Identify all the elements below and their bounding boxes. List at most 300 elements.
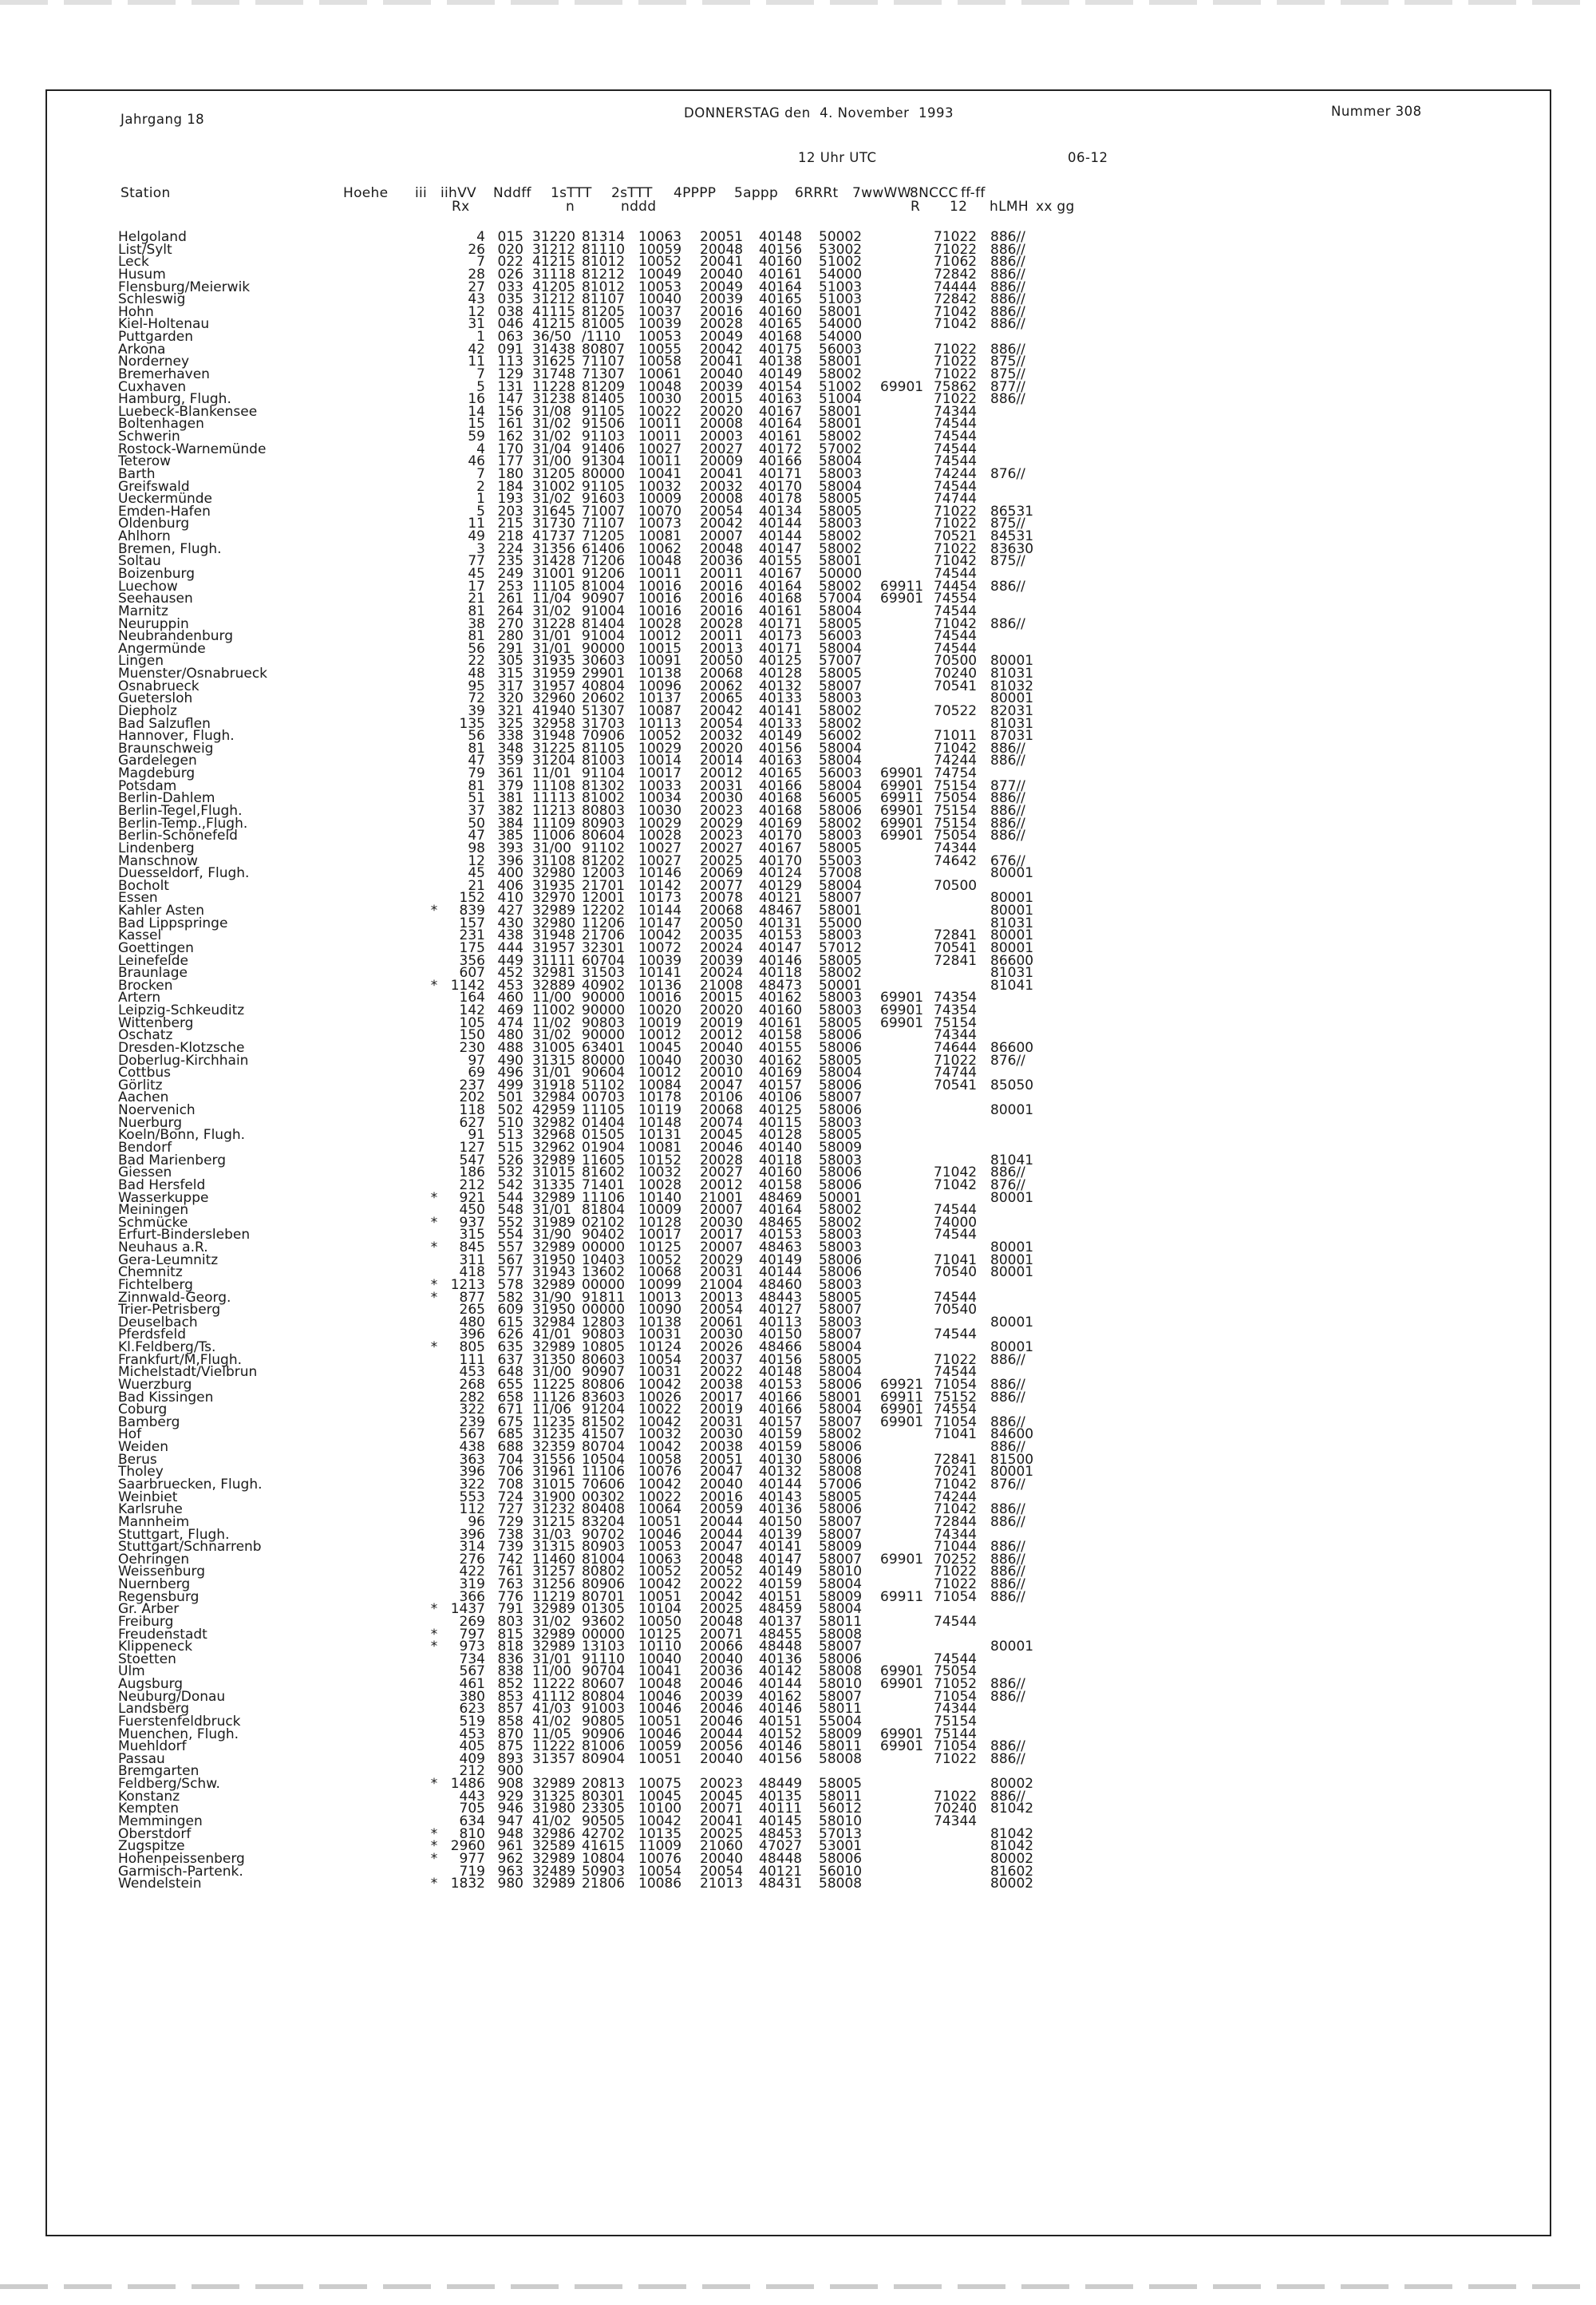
iihvv: 31315 — [532, 1052, 576, 1069]
4pppp: 40128 — [759, 1127, 803, 1144]
5appp: 53001 — [819, 1838, 863, 1855]
7wwww: 71054 — [934, 1376, 978, 1393]
5appp: 57002 — [819, 441, 863, 457]
4pppp: 40161 — [759, 266, 803, 283]
4pppp: 40142 — [759, 1663, 803, 1680]
6rrrt: 69901 — [880, 1676, 924, 1693]
5appp: 58006 — [819, 1651, 863, 1667]
nddff: 51307 — [582, 702, 626, 719]
nddff: 01404 — [582, 1114, 626, 1131]
iihvv: 41215 — [532, 254, 576, 271]
hoehe: 567 — [459, 1426, 485, 1443]
5appp: 58005 — [819, 1776, 863, 1793]
iihvv: 31957 — [532, 678, 576, 694]
nddff: 29901 — [582, 666, 626, 682]
7wwww: 74454 — [934, 578, 978, 595]
iii: 582 — [497, 1289, 523, 1306]
iii: 658 — [497, 1389, 523, 1406]
4pppp: 40159 — [759, 1439, 803, 1456]
1sttt: 10042 — [638, 1376, 682, 1393]
4pppp: 48455 — [759, 1626, 803, 1643]
5appp: 58008 — [819, 1750, 863, 1767]
hoehe: 567 — [459, 1663, 485, 1680]
iihvv: 31/00 — [532, 453, 571, 470]
station-name: List/Sylt — [118, 241, 172, 258]
hoehe: 43 — [468, 291, 485, 308]
2sttt: 20031 — [700, 1413, 744, 1430]
station-name: Bad Salzuflen — [118, 715, 211, 732]
station-name: Berlin-Tegel,Flugh. — [118, 802, 243, 819]
2sttt: 20011 — [700, 566, 744, 582]
nddff: 91105 — [582, 403, 626, 420]
2sttt: 20052 — [700, 1564, 744, 1580]
table-row — [118, 1214, 1148, 1231]
table-row — [118, 578, 1148, 595]
iii: 156 — [497, 403, 523, 420]
station-name: Meiningen — [118, 1202, 189, 1219]
nddff: 71401 — [582, 1176, 626, 1193]
iihvv: 31256 — [532, 1576, 576, 1593]
station-name: Husum — [118, 266, 166, 283]
6rrrt: 69901 — [880, 1402, 924, 1418]
iihvv: 32989 — [532, 1639, 576, 1655]
date-heading: DONNERSTAG den 4. November 1993 — [684, 105, 954, 121]
4pppp: 40161 — [759, 1014, 803, 1031]
nddff: 93602 — [582, 1613, 626, 1630]
nddff: 51102 — [582, 1077, 626, 1093]
1sttt: 10028 — [638, 615, 682, 632]
nddff: 71205 — [582, 528, 626, 545]
5appp: 58004 — [819, 877, 863, 894]
7wwww: 71054 — [934, 1688, 978, 1705]
station-name: Giessen — [118, 1164, 172, 1181]
8nccc: 886// — [990, 1564, 1025, 1580]
iii: 490 — [497, 1052, 523, 1069]
iii: 449 — [497, 952, 523, 969]
iihvv: 11/00 — [532, 990, 571, 1006]
column-heading-sub: Rx — [452, 199, 470, 215]
iii: 836 — [497, 1651, 523, 1667]
2sttt: 20016 — [700, 578, 744, 595]
2sttt: 20074 — [700, 1114, 744, 1131]
hoehe: 877 — [459, 1289, 485, 1306]
iii: 648 — [497, 1364, 523, 1381]
station-name: Görlitz — [118, 1077, 163, 1093]
iihvv: 31/90 — [532, 1227, 571, 1243]
hoehe: 72 — [468, 690, 485, 707]
iihvv: 31959 — [532, 666, 576, 682]
8nccc: 886// — [990, 1676, 1025, 1693]
iii: 147 — [497, 391, 523, 408]
2sttt: 20071 — [700, 1626, 744, 1643]
hoehe: 282 — [459, 1389, 485, 1406]
nddff: 80904 — [582, 1750, 626, 1767]
station-name: Wuerzburg — [118, 1376, 192, 1393]
iihvv: 32989 — [532, 1276, 576, 1293]
hoehe: 396 — [459, 1526, 485, 1543]
iihvv: 11126 — [532, 1389, 576, 1406]
nddff: 91102 — [582, 840, 626, 856]
table-row — [118, 977, 1148, 994]
hoehe: 46 — [468, 453, 485, 470]
nddff: 81202 — [582, 852, 626, 869]
station-name: Bad Marienberg — [118, 1152, 227, 1168]
2sttt: 20048 — [700, 1613, 744, 1630]
7wwww: 72841 — [934, 952, 978, 969]
table-row — [118, 1878, 1148, 1891]
station-name: Guetersloh — [118, 690, 193, 707]
hoehe: 56 — [468, 640, 485, 657]
station-name: Kassel — [118, 927, 162, 944]
2sttt: 20049 — [700, 279, 744, 295]
station-name: Rostock-Warnemünde — [118, 441, 267, 457]
5appp: 58004 — [819, 1364, 863, 1381]
nddff: 40902 — [582, 977, 626, 994]
1sttt: 10052 — [638, 254, 682, 271]
station-name: Bad Kissingen — [118, 1389, 214, 1406]
2sttt: 20046 — [700, 1139, 744, 1156]
station-name: Berlin-Dahlem — [118, 790, 215, 807]
4pppp: 40140 — [759, 1139, 803, 1156]
station-name: Diepholz — [118, 702, 177, 719]
hoehe: 186 — [459, 1164, 485, 1181]
7wwww: 71054 — [934, 1413, 978, 1430]
1sttt: 10032 — [638, 1426, 682, 1443]
iihvv: 31950 — [532, 1251, 576, 1268]
iihvv: 41112 — [532, 1688, 576, 1705]
nddff: 11605 — [582, 1152, 626, 1168]
6rrrt: 69911 — [880, 578, 924, 595]
1sttt: 10064 — [638, 1501, 682, 1518]
station-name: Freudenstadt — [118, 1626, 207, 1643]
4pppp: 40133 — [759, 690, 803, 707]
8nccc: 886// — [990, 615, 1025, 632]
1sttt: 10020 — [638, 1002, 682, 1019]
iii: 305 — [497, 653, 523, 670]
hoehe: 810 — [459, 1825, 485, 1842]
5appp: 58007 — [819, 1639, 863, 1655]
6rrrt: 69901 — [880, 1413, 924, 1430]
4pppp: 40153 — [759, 927, 803, 944]
iii: 609 — [497, 1302, 523, 1319]
4pppp: 40159 — [759, 1576, 803, 1593]
iii: 893 — [497, 1750, 523, 1767]
1sttt: 10015 — [638, 640, 682, 657]
5appp: 58007 — [819, 890, 863, 907]
station-name: Flensburg/Meierwik — [118, 279, 251, 295]
1sttt: 10034 — [638, 790, 682, 807]
2sttt: 20061 — [700, 1314, 744, 1330]
hoehe: 623 — [459, 1701, 485, 1718]
column-heading-sub: R — [911, 199, 921, 215]
station-name: Kahler Asten — [118, 903, 205, 919]
5appp: 58003 — [819, 1314, 863, 1330]
5appp: 58005 — [819, 1489, 863, 1505]
nddff: 81004 — [582, 1551, 626, 1568]
table-row — [118, 441, 1148, 457]
5appp: 58006 — [819, 1451, 863, 1468]
5appp: 58004 — [819, 603, 863, 619]
nddff: 50903 — [582, 1863, 626, 1880]
iihvv: 31/00 — [532, 1364, 571, 1381]
iihvv: 31918 — [532, 1077, 576, 1093]
nddff: 00000 — [582, 1276, 626, 1293]
station-name: Saarbruecken, Flugh. — [118, 1477, 263, 1493]
iihvv: 31/02 — [532, 1613, 571, 1630]
2sttt: 20040 — [700, 1039, 744, 1056]
1sttt: 10138 — [638, 1314, 682, 1330]
5appp: 58006 — [819, 1251, 863, 1268]
5appp: 57006 — [819, 1477, 863, 1493]
hoehe: 237 — [459, 1077, 485, 1093]
nddff: 21806 — [582, 1876, 626, 1892]
4pppp: 40115 — [759, 1114, 803, 1131]
nddff: 31503 — [582, 965, 626, 982]
iii: 557 — [497, 1239, 523, 1256]
8nccc: 875// — [990, 354, 1025, 370]
nddff: 81012 — [582, 254, 626, 271]
2sttt: 20013 — [700, 1289, 744, 1306]
nddff: 91004 — [582, 603, 626, 619]
nddff: 01904 — [582, 1139, 626, 1156]
iihvv: 31232 — [532, 1501, 576, 1518]
hoehe: 845 — [459, 1239, 485, 1256]
hoehe: 212 — [459, 1763, 485, 1780]
nddff: 00302 — [582, 1489, 626, 1505]
5appp: 51003 — [819, 291, 863, 308]
station-name: Braunschweig — [118, 740, 214, 757]
iihvv: 32958 — [532, 715, 576, 732]
nddff: 90907 — [582, 1364, 626, 1381]
8nccc: 81031 — [990, 715, 1034, 732]
1sttt: 10086 — [638, 1876, 682, 1892]
nddff: 80000 — [582, 1052, 626, 1069]
station-name: Braunlage — [118, 965, 188, 982]
4pppp: 40178 — [759, 491, 803, 508]
7wwww: 71022 — [934, 391, 978, 408]
5appp: 58008 — [819, 1876, 863, 1892]
iihvv: 32359 — [532, 1439, 576, 1456]
4pppp: 40163 — [759, 753, 803, 769]
2sttt: 20029 — [700, 815, 744, 832]
2sttt: 20054 — [700, 1302, 744, 1319]
table-row — [118, 1077, 1148, 1093]
8nccc: 886// — [990, 740, 1025, 757]
5appp: 58005 — [819, 1014, 863, 1031]
iihvv: 32889 — [532, 977, 576, 994]
4pppp: 40167 — [759, 840, 803, 856]
station-name: Boltenhagen — [118, 416, 204, 433]
station-name: Luechow — [118, 578, 178, 595]
iihvv: 41/02 — [532, 1713, 571, 1730]
2sttt: 20039 — [700, 1688, 744, 1705]
station-name: Barth — [118, 465, 156, 482]
iii: 270 — [497, 615, 523, 632]
4pppp: 40135 — [759, 1788, 803, 1805]
iihvv: 31356 — [532, 540, 576, 557]
hoehe: 11 — [468, 354, 485, 370]
2sttt: 20078 — [700, 890, 744, 907]
5appp: 58003 — [819, 516, 863, 532]
iii: 474 — [497, 1014, 523, 1031]
mountain-marker: * — [430, 1825, 438, 1842]
5appp: 58007 — [819, 1526, 863, 1543]
iii: 688 — [497, 1439, 523, 1456]
5appp: 58005 — [819, 840, 863, 856]
7wwww: 70240 — [934, 1801, 978, 1817]
station-name: Artern — [118, 990, 161, 1006]
table-row — [118, 1129, 1148, 1142]
iii: 577 — [497, 1264, 523, 1281]
5appp: 58007 — [819, 1302, 863, 1319]
7wwww: 75154 — [934, 802, 978, 819]
iihvv: 31215 — [532, 1513, 576, 1530]
nddff: 70906 — [582, 728, 626, 745]
7wwww: 74544 — [934, 1227, 978, 1243]
5appp: 57008 — [819, 865, 863, 882]
2sttt: 20044 — [700, 1726, 744, 1742]
iii: 381 — [497, 790, 523, 807]
1sttt: 10032 — [638, 478, 682, 495]
nddff: 80806 — [582, 1376, 626, 1393]
table-row — [118, 865, 1148, 882]
table-row — [118, 755, 1148, 768]
station-name: Puttgarden — [118, 329, 193, 346]
7wwww: 71042 — [934, 1477, 978, 1493]
hoehe: 21 — [468, 591, 485, 607]
2sttt: 20011 — [700, 628, 744, 645]
iii: 253 — [497, 578, 523, 595]
4pppp: 40166 — [759, 453, 803, 470]
8nccc: 86600 — [990, 1039, 1034, 1056]
2sttt: 20041 — [700, 354, 744, 370]
station-name: Stoetten — [118, 1651, 176, 1667]
2sttt: 20016 — [700, 603, 744, 619]
iii: 875 — [497, 1738, 523, 1755]
table-row — [118, 393, 1148, 406]
5appp: 56003 — [819, 765, 863, 782]
iii: 453 — [497, 977, 523, 994]
iihvv: 32989 — [532, 1626, 576, 1643]
iii: 184 — [497, 478, 523, 495]
4pppp: 40149 — [759, 1564, 803, 1580]
iii: 980 — [497, 1876, 523, 1892]
2sttt: 20007 — [700, 1202, 744, 1219]
2sttt: 20032 — [700, 728, 744, 745]
iii: 348 — [497, 740, 523, 757]
table-row — [118, 1603, 1148, 1616]
nddff: 81002 — [582, 790, 626, 807]
4pppp: 40169 — [759, 1065, 803, 1081]
iii: 526 — [497, 1152, 523, 1168]
8nccc: 80002 — [990, 1876, 1034, 1892]
8nccc: 80001 — [990, 1639, 1034, 1655]
2sttt: 20027 — [700, 840, 744, 856]
station-name: Muenchen, Flugh. — [118, 1726, 239, 1742]
1sttt: 10017 — [638, 1227, 682, 1243]
station-name: Kl.Feldberg/Ts. — [118, 1339, 216, 1356]
nddff: 81209 — [582, 378, 626, 395]
nddff: 00703 — [582, 1089, 626, 1106]
iii: 948 — [497, 1825, 523, 1842]
iii: 320 — [497, 690, 523, 707]
nddff: 80807 — [582, 341, 626, 358]
8nccc: 87031 — [990, 728, 1034, 745]
table-row — [118, 555, 1148, 568]
station-name: Lindenberg — [118, 840, 195, 856]
5appp: 58001 — [819, 903, 863, 919]
1sttt: 10009 — [638, 1202, 682, 1219]
5appp: 53002 — [819, 241, 863, 258]
2sttt: 20042 — [700, 516, 744, 532]
7wwww: 70241 — [934, 1464, 978, 1481]
4pppp: 40160 — [759, 1164, 803, 1181]
4pppp: 48448 — [759, 1639, 803, 1655]
hoehe: 973 — [459, 1639, 485, 1655]
7wwww: 74344 — [934, 1526, 978, 1543]
station-name: Wittenberg — [118, 1014, 194, 1031]
station-name: Berus — [118, 1451, 157, 1468]
hoehe: 322 — [459, 1402, 485, 1418]
iii: 261 — [497, 591, 523, 607]
iii: 063 — [497, 329, 523, 346]
5appp: 58005 — [819, 666, 863, 682]
4pppp: 40156 — [759, 1351, 803, 1368]
8nccc: 877// — [990, 378, 1025, 395]
5appp: 58006 — [819, 1176, 863, 1193]
8nccc: 886// — [990, 1576, 1025, 1593]
8nccc: 886// — [990, 241, 1025, 258]
2sttt: 20048 — [700, 241, 744, 258]
station-name: Lingen — [118, 653, 164, 670]
station-name: Freiburg — [118, 1613, 174, 1630]
iii: 738 — [497, 1526, 523, 1543]
7wwww: 71052 — [934, 1676, 978, 1693]
5appp: 58005 — [819, 1351, 863, 1368]
table-row — [118, 403, 1148, 420]
iii: 704 — [497, 1451, 523, 1468]
station-name: Schmücke — [118, 1214, 188, 1231]
hoehe: 396 — [459, 1326, 485, 1343]
hoehe: 1486 — [450, 1776, 485, 1793]
8nccc: 886// — [990, 391, 1025, 408]
hoehe: 118 — [459, 1102, 485, 1119]
iii: 113 — [497, 354, 523, 370]
2sttt: 20069 — [700, 865, 744, 882]
8nccc: 676// — [990, 852, 1025, 869]
hoehe: 4 — [476, 229, 485, 245]
nddff: 71107 — [582, 516, 626, 532]
iihvv: 31748 — [532, 366, 576, 382]
hoehe: 839 — [459, 903, 485, 919]
station-name: Schwerin — [118, 429, 180, 445]
7wwww: 70240 — [934, 666, 978, 682]
nddff: 90906 — [582, 1726, 626, 1742]
iii: 015 — [497, 229, 523, 245]
1sttt: 10076 — [638, 1464, 682, 1481]
iihvv: 11105 — [532, 578, 576, 595]
8nccc: 81042 — [990, 1801, 1034, 1817]
hoehe: 805 — [459, 1339, 485, 1356]
4pppp: 40165 — [759, 765, 803, 782]
2sttt: 20031 — [700, 777, 744, 794]
iihvv: 31/03 — [532, 1526, 571, 1543]
1sttt: 10027 — [638, 852, 682, 869]
iii: 532 — [497, 1164, 523, 1181]
8nccc: 886// — [990, 229, 1025, 245]
4pppp: 40171 — [759, 640, 803, 657]
iii: 161 — [497, 416, 523, 433]
